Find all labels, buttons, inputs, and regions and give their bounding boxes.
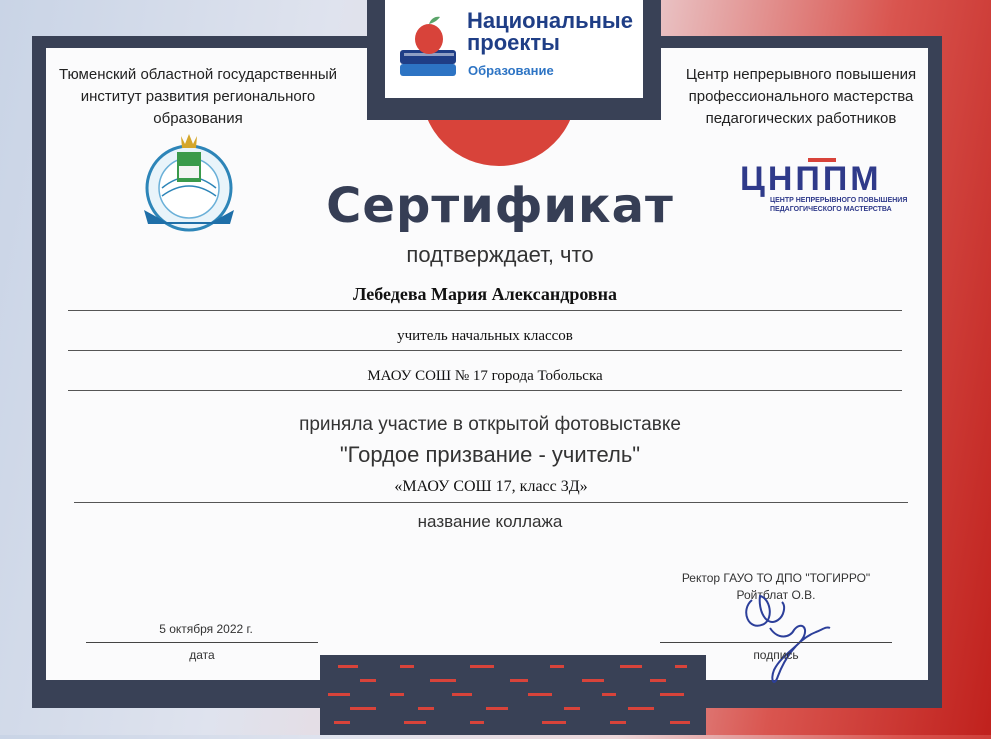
participation-text: приняла участие в открытой фотовыставке: [299, 414, 681, 435]
handwritten-signature: [730, 580, 840, 692]
dash-pattern-decoration: [320, 655, 706, 735]
certificate-title: Сертификат: [326, 178, 674, 234]
left-organization-name: Тюменский областной государственный институт развития регионального образования: [58, 66, 338, 127]
brand-title: Национальные проекты: [467, 8, 633, 55]
exhibition-title: "Гордое призвание - учитель": [339, 442, 641, 467]
institute-emblem-icon: [132, 126, 246, 240]
date-underline: [86, 642, 318, 643]
recipient-school: МАОУ СОШ № 17 города Тобольска: [68, 368, 902, 391]
cnppm-logo-text: ЦНППМ: [740, 160, 882, 198]
collage-title: «МАОУ СОШ 17, класс 3Д»: [74, 478, 908, 503]
date-value: 5 октября 2022 г.: [159, 622, 253, 636]
bottom-decoration-block: [320, 655, 706, 735]
date-caption: дата: [189, 648, 215, 662]
apple-book-icon: [398, 12, 460, 78]
recipient-position: учитель начальных классов: [68, 328, 902, 351]
right-organization-name: Центр непрерывного повышения профессионального мастерства педагогических работников: [685, 66, 917, 127]
rector-name: Ройтблат О.В.: [736, 588, 816, 602]
recipient-name: Лебедева Мария Александровна: [68, 284, 902, 311]
collage-caption: название коллажа: [417, 512, 563, 531]
signature-underline: [660, 642, 892, 643]
rector-title: Ректор ГАУО ТО ДПО "ТОГИРРО": [681, 571, 871, 585]
brand-subtitle: Образование: [468, 63, 554, 78]
signature-caption: подпись: [753, 648, 799, 662]
confirms-text: подтверждает, что: [406, 242, 594, 267]
cnppm-logo-subtext: ЦЕНТР НЕПРЕРЫВНОГО ПОВЫШЕНИЯ ПЕДАГОГИЧЕСКОГО МАСТЕРСТВА: [770, 197, 908, 213]
